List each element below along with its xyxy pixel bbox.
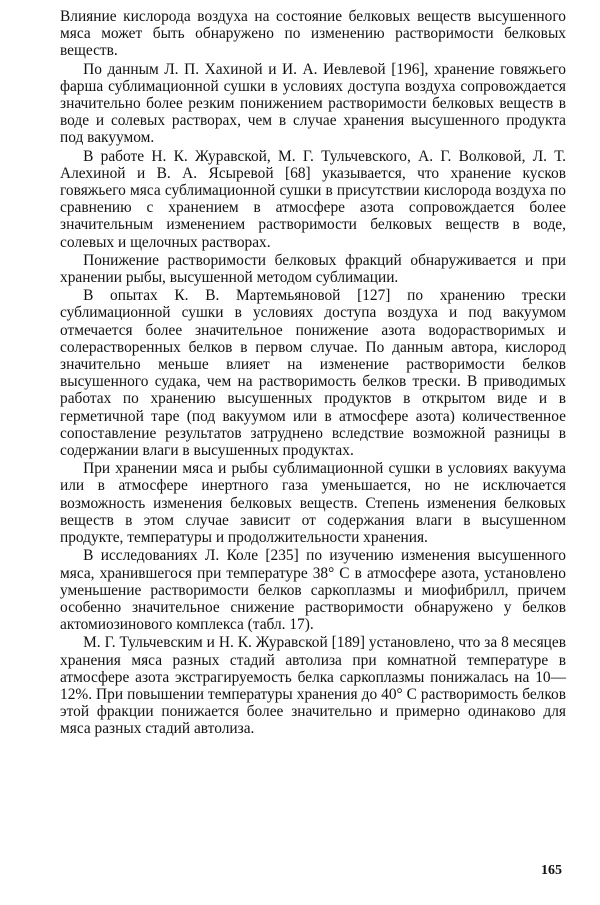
- paragraph: Понижение растворимости белковых фракций обнаруживается и при хранении рыбы, высушенной методом сублимации.: [60, 251, 566, 287]
- body-text: [60, 8, 566, 739]
- paragraph: В работе Н. К. Журавской, М. Г. Тульчевского, А. Г. Волковой, Л. Т. Алехиной и В. А. Ясыревой [68] указывается, что хранение кусков говяжьего мяса сублимационной сушки в присутствии кислорода воздуха по сравнению с хранением в атмосфере азота сопровождается более значительным изменением растворимости белковых веществ в воде, солевых и щелочных растворах.: [60, 147, 566, 251]
- paragraph: В исследованиях Л. Коле [235] по изучению изменения высушенного мяса, хранившегося при температуре 38° С в атмосфере азота, установлено уменьшение растворимости белков саркоплазмы и миофибрилл, причем особенно значительное снижение растворимости обнаружено у белков актомиозинового комплекса (табл. 17).: [60, 547, 566, 634]
- paragraph: Влияние кислорода воздуха на состояние белковых веществ высушенного мяса может быть обнаружено по изменению растворимости белковых веществ.: [60, 8, 566, 60]
- paragraph: М. Г. Тульчевским и Н. К. Журавской [189] установлено, что за 8 месяцев хранения мяса разных стадий автолиза при комнатной температуре в атмосфере азота экстрагируемость белка саркоплазмы понижалась на 10—12%. При повышении температуры хранения до 40° С растворимость белков этой фракции понижается более значительно и примерно одинаково для мяса разных стадий автолиза.: [60, 634, 566, 738]
- paragraph: По данным Л. П. Хахиной и И. А. Иевлевой [196], хранение говяжьего фарша сублимационной сушки в условиях доступа воздуха сопровождается значительно более резким понижением растворимости белковых веществ в воде и солевых растворах, чем в случае хранения высушенного продукта под вакуумом.: [60, 60, 566, 147]
- paragraph: При хранении мяса и рыбы сублимационной сушки в условиях вакуума или в атмосфере инертного газа уменьшается, но не исключается возможность изменения белковых веществ. Степень изменения белковых веществ в этом случае зависит от содержания влаги в высушенном продукте, температуры и продолжительности хранения.: [60, 460, 566, 547]
- paragraph: В опытах К. В. Мартемьяновой [127] по хранению трески сублимационной сушки в условиях доступа воздуха и под вакуумом отмечается более значительное понижение азота водорастворимых и солерастворенных белков в первом случае. По данным автора, кислород значительно меньше влияет на изменение растворимости белков высушенного судака, чем на растворимость белков трески. В приводимых работах по хранению высушенных продуктов в открытом виде и в герметичной таре (под вакуумом или в атмосфере азота) количественное сопоставление результатов затруднено вследствие возможной разницы в содержании влаги в высушенных продуктах.: [60, 287, 566, 460]
- page-number: 165: [541, 863, 562, 878]
